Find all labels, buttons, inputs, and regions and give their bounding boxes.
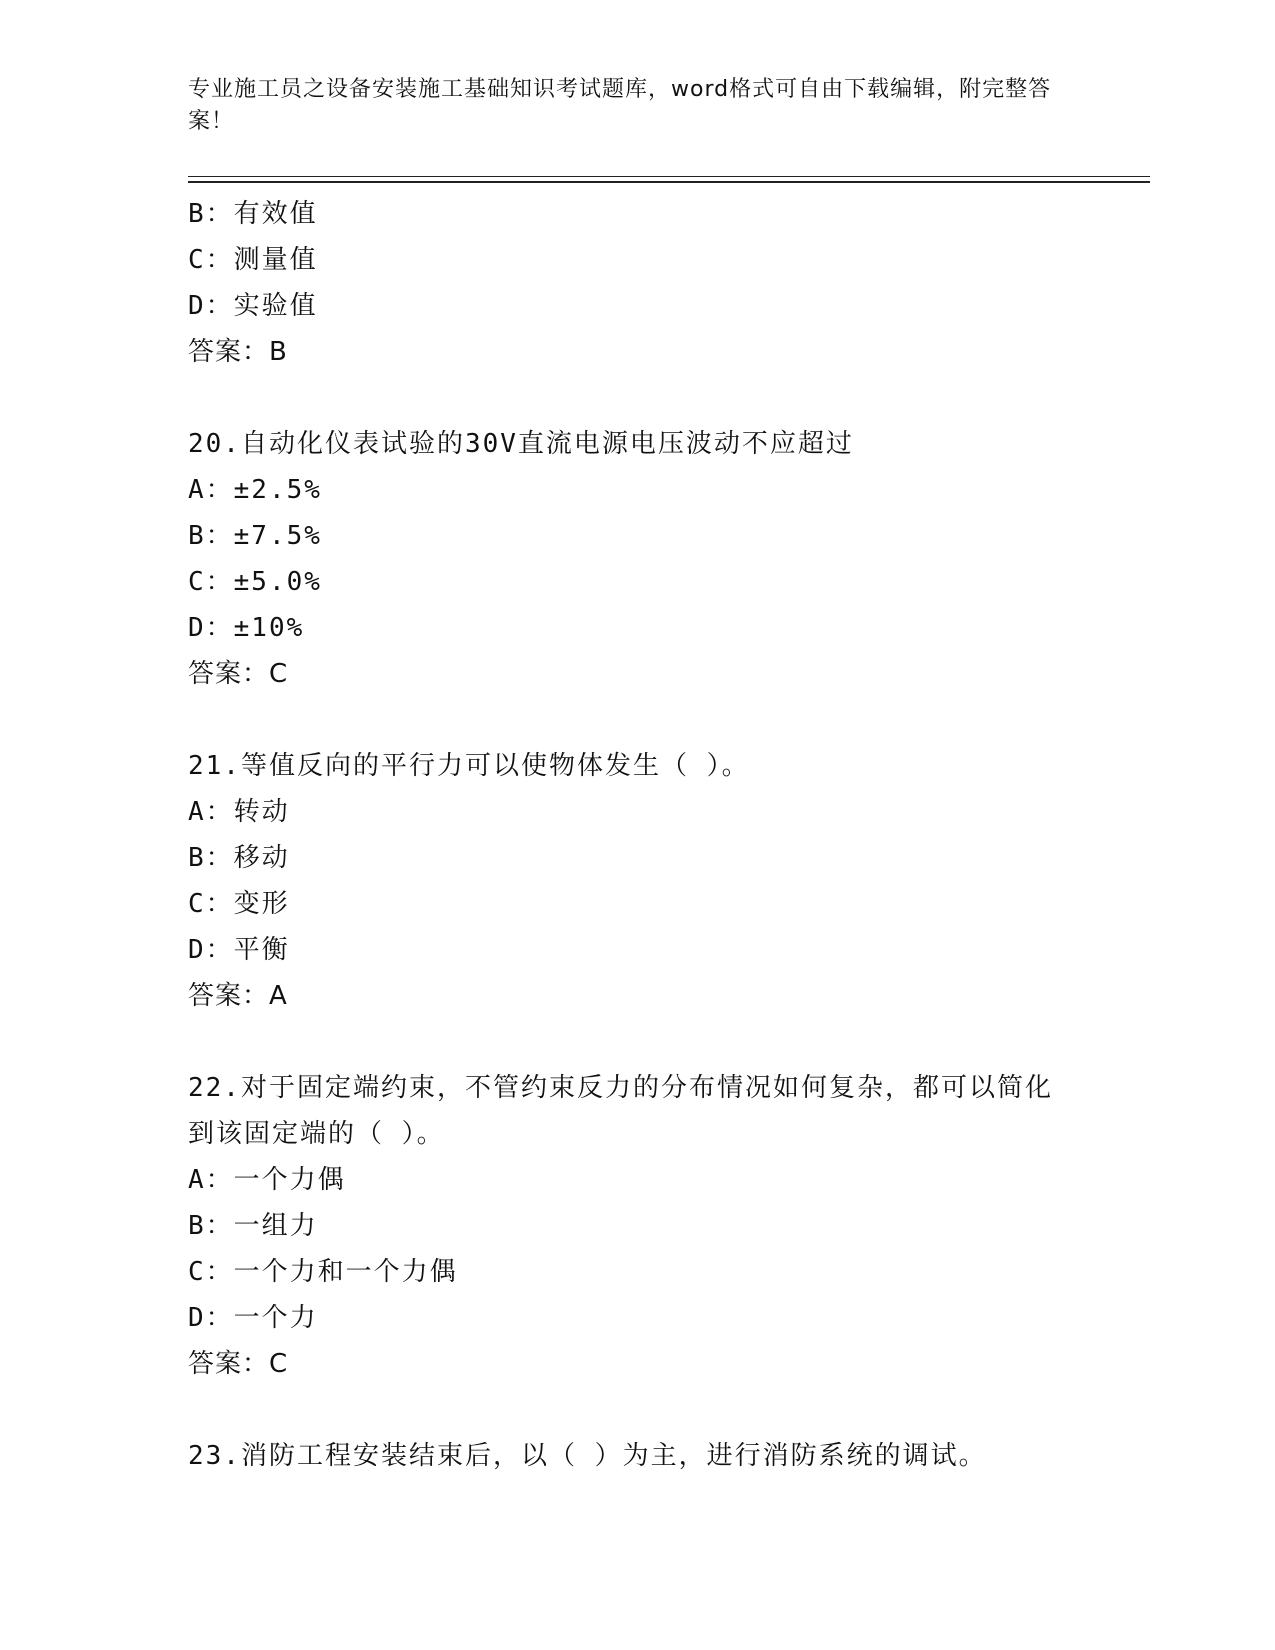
answer-line: 答案：C <box>188 659 289 689</box>
option-d: D：±10% <box>188 613 305 643</box>
option-a: A：转动 <box>188 797 290 827</box>
answer-line: 答案：A <box>188 981 288 1011</box>
option-d: D：实验值 <box>188 291 318 321</box>
option-b: B：有效值 <box>188 199 318 229</box>
option-c: C：测量值 <box>188 245 318 275</box>
document-header: 专业施工员之设备安装施工基础知识考试题库，word格式可自由下载编辑，附完整答案！ <box>188 77 1052 134</box>
question-gap <box>188 1019 1088 1065</box>
question-text: 22.对于固定端约束，不管约束反力的分布情况如何复杂，都可以简化 <box>188 1073 1053 1103</box>
option-a: A：一个力偶 <box>188 1165 346 1195</box>
option-c: C：变形 <box>188 889 290 919</box>
option-b: B：移动 <box>188 843 290 873</box>
question-text: 20.自动化仪表试验的30V直流电源电压波动不应超过 <box>188 429 854 459</box>
answer-line: 答案：C <box>188 1349 289 1379</box>
option-c: C：一个力和一个力偶 <box>188 1257 458 1287</box>
option-a: A：±2.5% <box>188 475 322 505</box>
option-d: D：平衡 <box>188 935 290 965</box>
question-gap <box>188 1387 1088 1433</box>
option-b: B：一组力 <box>188 1211 318 1241</box>
header-rule-thin <box>188 176 1150 177</box>
question-text: 21.等值反向的平行力可以使物体发生（ ）。 <box>188 751 750 781</box>
option-d: D：一个力 <box>188 1303 318 1333</box>
header-rule-thick <box>188 181 1150 183</box>
question-gap <box>188 697 1088 743</box>
answer-line: 答案：B <box>188 337 288 367</box>
option-c: C：±5.0% <box>188 567 322 597</box>
question-text-continued: 到该固定端的（ ）。 <box>188 1119 445 1149</box>
question-content <box>188 191 1088 1479</box>
option-b: B：±7.5% <box>188 521 322 551</box>
question-gap <box>188 375 1088 421</box>
question-text: 23.消防工程安装结束后，以（ ）为主，进行消防系统的调试。 <box>188 1441 987 1471</box>
